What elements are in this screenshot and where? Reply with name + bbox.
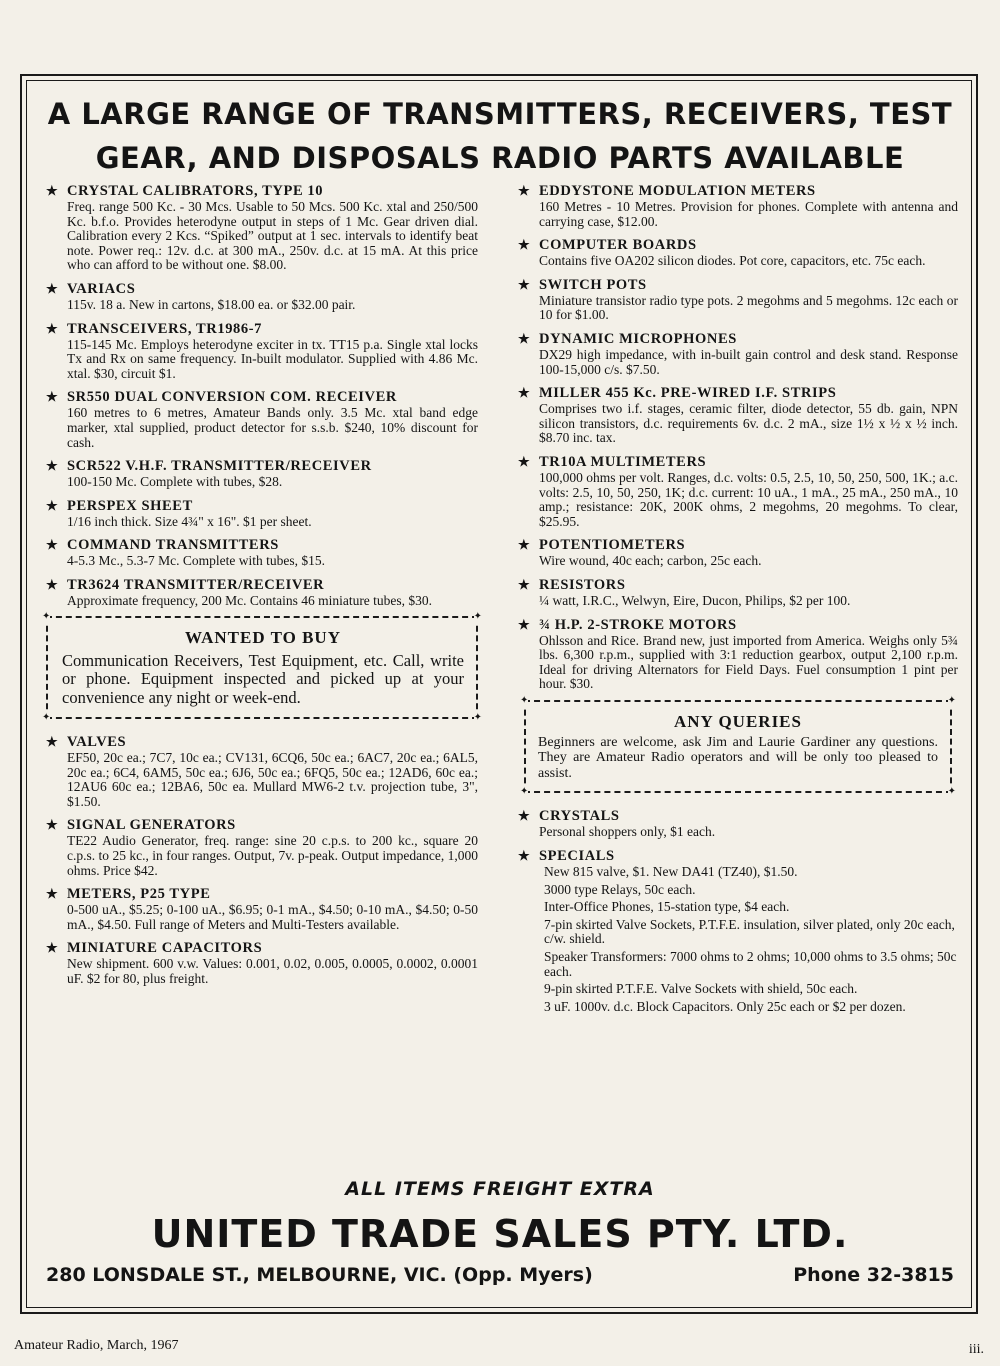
product-item <box>46 182 478 273</box>
star-icon: ★ <box>46 320 59 336</box>
special-entry: 9-pin skirted P.T.F.E. Valve Sockets with shield, 50c each. <box>544 981 858 997</box>
product-description: DX29 high impedance, with in-built gain control and desk stand. Response 100-15,000 c/s. $7.50. <box>539 346 958 377</box>
company-name: UNITED TRADE SALES PTY. LTD. <box>151 1212 849 1256</box>
product-title: COMMAND TRANSMITTERS <box>67 537 279 554</box>
product-item <box>518 807 958 840</box>
star-icon: ★ <box>46 940 59 956</box>
product-title: MINIATURE CAPACITORS <box>67 940 263 957</box>
product-description: New shipment. 600 v.w. Values: 0.001, 0.02, 0.005, 0.0005, 0.0002, 0.0001 uF. $2 for 80, plus freight. <box>67 956 478 986</box>
product-item <box>518 453 958 529</box>
specials-list <box>518 865 958 1014</box>
product-title: METERS, P25 TYPE <box>67 886 211 903</box>
product-title: RESISTORS <box>539 576 626 593</box>
star-icon: ★ <box>46 886 59 902</box>
product-description: 115v. 18 a. New in cartons, $18.00 ea. or $32.00 pair. <box>67 296 356 312</box>
page-number: iii. <box>968 1342 984 1357</box>
special-entry: 3 uF. 1000v. d.c. Block Capacitors. Only 25c each or $2 per dozen. <box>544 998 906 1014</box>
corner-ornament-icon: ✦ <box>473 712 482 723</box>
product-description: EF50, 20c ea.; 7C7, 10c ea.; CV131, 6CQ6, 50c ea.; 6AC7, 20c ea.; 6AL5, 20c ea.; 6C4, 6AM5, 50c ea.; 6J6, 50c ea.; 6FQ5, 50c ea.; 12AD6, 60c ea.; 12AU6 60c ea.; 12BA6, 50c ea. Mullard MW6-2 t.v. projection tube, 3", $1.50. <box>67 750 478 809</box>
product-description: 4-5.3 Mc., 5.3-7 Mc. Complete with tubes, $15. <box>67 553 325 569</box>
product-title: COMPUTER BOARDS <box>539 237 697 254</box>
star-icon: ★ <box>518 616 531 632</box>
queries-body: Beginners are welcome, ask Jim and Laurie Gardiner any questions. They are Amateur Radio operators and will be only too pleased to assist. <box>538 734 938 781</box>
product-item <box>518 276 958 323</box>
corner-ornament-icon: ✦ <box>947 786 956 798</box>
product-description: 160 metres to 6 metres, Amateur Bands only. 3.5 Mc. xtal band edge marker, xtal supplied, product detector for s.s.b. $240, 10% discount for cash. <box>67 405 478 450</box>
product-description: Contains five OA202 silicon diodes. Pot core, capacitors, etc. 75c each. <box>539 253 926 269</box>
product-item <box>46 497 478 530</box>
product-title: PERSPEX SHEET <box>67 497 193 514</box>
product-description: Freq. range 500 Kc. - 30 Mcs. Usable to 50 Mcs. 500 Kc. xtal and 250/500 Kc. b.f.o. Provides heterodyne output in steps of 1 Mc. Gear driven dial. Calibration every 2 Kcs. “Spiked” output at 1 sec. intervals to identify beat note. Power req.: 12v. d.c. at 300 mA., 250v. d.c. at 15 mA. At this price who can afford to be without one. $8.00. <box>67 199 478 273</box>
product-item <box>46 320 478 382</box>
product-item <box>46 733 478 809</box>
star-icon: ★ <box>518 330 531 346</box>
left-items-bottom <box>46 733 478 987</box>
product-item <box>46 457 478 490</box>
product-description: 160 Metres - 10 Metres. Provision for phones. Complete with antenna and carrying case, $12.00. <box>539 199 958 229</box>
left-items-top <box>46 182 478 609</box>
product-title: SWITCH POTS <box>539 276 647 293</box>
star-icon: ★ <box>46 389 59 405</box>
corner-ornament-icon: ✦ <box>473 610 482 622</box>
product-description: 100-150 Mc. Complete with tubes, $28. <box>67 474 283 490</box>
corner-ornament-icon: ✦ <box>520 786 529 798</box>
star-icon: ★ <box>46 497 59 513</box>
product-description: Comprises two i.f. stages, ceramic filter, diode detector, 55 db. gain, NPN silicon transistors, d.c. requirements 6v. d.c. 2 mA., size 1½ x ½ x ½ inch. $8.70 inc. tax. <box>539 401 958 446</box>
star-icon: ★ <box>518 453 531 469</box>
product-title: SIGNAL GENERATORS <box>67 817 236 834</box>
star-icon: ★ <box>518 385 531 401</box>
special-entry: Speaker Transformers: 7000 ohms to 2 ohms; 10,000 ohms to 3.5 ohms; 50c each. <box>544 948 957 979</box>
corner-ornament-icon: ✦ <box>520 694 529 706</box>
product-title: TR10A MULTIMETERS <box>539 453 707 470</box>
special-entry: New 815 valve, $1. New DA41 (TZ40), $1.50. <box>544 863 798 879</box>
product-item <box>46 280 478 313</box>
corner-ornament-icon: ✦ <box>42 610 51 622</box>
product-title: SCR522 V.H.F. TRANSMITTER/RECEIVER <box>67 458 372 475</box>
left-column <box>42 182 482 994</box>
product-description: 115-145 Mc. Employs heterodyne exciter in tx. TT15 p.a. Single xtal locks Tx and Rx on same frequency. In-built modulator. Supplied with 4.86 Mc. xtal. $30, circuit $1. <box>67 336 478 381</box>
product-description: Approximate frequency, 200 Mc. Contains 46 miniature tubes, $30. <box>67 592 433 608</box>
company-address: 280 LONSDALE ST., MELBOURNE, VIC. (Opp. Myers) <box>46 1264 593 1286</box>
product-item <box>518 536 958 569</box>
corner-ornament-icon: ✦ <box>42 712 51 723</box>
product-item <box>518 182 958 229</box>
star-icon: ★ <box>46 537 59 553</box>
product-description: 100,000 ohms per volt. Ranges, d.c. volts: 0.5, 2.5, 10, 50, 250, 500, 1K.; a.c. volts: 2.5, 10, 50, 250, 1K; d.c. current: 10 uA., 1 mA., 25 mA., 250 mA., 10 amp.; resistance: 20K, 200K ohms, 2 megohms, 20 megohms. To clear, $25.95. <box>539 469 958 529</box>
star-icon: ★ <box>46 576 59 592</box>
star-icon: ★ <box>46 734 59 749</box>
right-items-top <box>518 182 958 692</box>
headline: A LARGE RANGE OF TRANSMITTERS, RECEIVERS, TEST GEAR, AND DISPOSALS RADIO PARTS AVAILABLE <box>47 97 953 175</box>
product-title: CRYSTALS <box>539 808 620 825</box>
product-item <box>46 939 478 986</box>
product-item <box>518 236 958 269</box>
product-item <box>46 388 478 450</box>
star-icon: ★ <box>518 276 531 292</box>
product-title: EDDYSTONE MODULATION METERS <box>539 183 816 199</box>
star-icon: ★ <box>46 280 59 296</box>
product-description: Personal shoppers only, $1 each. <box>539 824 716 840</box>
product-item <box>518 330 958 377</box>
product-item <box>46 576 478 609</box>
star-icon: ★ <box>46 183 59 198</box>
star-icon: ★ <box>518 537 531 553</box>
product-title: POTENTIOMETERS <box>539 537 686 554</box>
star-icon: ★ <box>518 808 531 824</box>
any-queries-box <box>520 694 956 798</box>
product-title: SR550 DUAL CONVERSION COM. RECEIVER <box>67 389 397 406</box>
freight-note: ALL ITEMS FREIGHT EXTRA <box>345 1178 655 1200</box>
product-description: 1/16 inch thick. Size 4¾" x 16". $1 per sheet. <box>67 513 312 529</box>
right-column <box>518 182 958 1021</box>
product-item <box>518 384 958 446</box>
product-item <box>46 816 478 878</box>
company-phone: Phone 32-3815 <box>793 1264 954 1286</box>
right-items-bottom <box>518 807 958 840</box>
product-title: VARIACS <box>67 280 136 297</box>
wanted-to-buy-box <box>42 610 482 723</box>
product-item <box>46 536 478 569</box>
product-title: TRANSCEIVERS, TR1986-7 <box>67 320 263 337</box>
queries-title: ANY QUERIES <box>674 711 802 731</box>
star-icon: ★ <box>46 458 59 474</box>
special-entry: Inter-Office Phones, 15-station type, $4 each. <box>544 899 790 915</box>
product-item <box>46 885 478 932</box>
star-icon: ★ <box>518 183 531 198</box>
star-icon: ★ <box>518 237 531 253</box>
special-entry: 3000 type Relays, 50c each. <box>544 881 696 897</box>
product-description: Miniature transistor radio type pots. 2 megohms and 5 megohms. 12c each or 10 for $1.00. <box>539 292 958 323</box>
specials-title: SPECIALS <box>539 847 615 864</box>
product-title: TR3624 TRANSMITTER/RECEIVER <box>67 576 325 593</box>
special-entry: 7-pin skirted Valve Sockets, P.T.F.E. insulation, silver plated, only 20c each, c/w. shield. <box>544 916 955 947</box>
product-title: MILLER 455 Kc. PRE-WIRED I.F. STRIPS <box>539 385 837 402</box>
product-description: ¼ watt, I.R.C., Welwyn, Eire, Ducon, Philips, $2 per 100. <box>539 592 851 608</box>
wanted-body: Communication Receivers, Test Equipment, etc. Call, write or phone. Equipment inspected and picked up at your convenience any night or week-end. <box>62 650 464 707</box>
star-icon: ★ <box>518 847 531 863</box>
star-icon: ★ <box>46 817 59 833</box>
product-description: 0-500 uA., $5.25; 0-100 uA., $6.95; 0-1 mA., $4.50; 0-10 mA., $4.50; 0-50 mA., $4.50. Full range of Meters and Multi-Testers available. <box>67 902 478 932</box>
specials-item <box>518 847 958 1014</box>
product-item <box>518 576 958 609</box>
product-description: TE22 Audio Generator, freq. range: sine 20 c.p.s. to 200 kc., square 20 c.p.s. to 25 kc., in four ranges. Output, 7v. p-peak. Output impedance, 1,000 ohms. Price $42. <box>67 833 478 878</box>
product-title: CRYSTAL CALIBRATORS, TYPE 10 <box>67 183 324 199</box>
wanted-title: WANTED TO BUY <box>185 627 341 647</box>
corner-ornament-icon: ✦ <box>947 694 956 706</box>
product-title: DYNAMIC MICROPHONES <box>539 330 737 347</box>
publication-footer: Amateur Radio, March, 1967 <box>14 1338 179 1353</box>
product-item <box>518 616 958 692</box>
product-title: ¾ H.P. 2-STROKE MOTORS <box>539 616 737 633</box>
star-icon: ★ <box>518 576 531 592</box>
product-description: Ohlsson and Rice. Brand new, just imported from America. Weighs only 5¾ lbs. 6,300 r.p.m., supplied with 3:1 reduction gearbox, output 2,100 r.p.m. Ideal for driving Alternators for Field Days. Fuel consumption 1 pint per hour. $30. <box>539 632 958 692</box>
product-title: VALVES <box>67 734 127 750</box>
product-description: Wire wound, 40c each; carbon, 25c each. <box>539 553 762 569</box>
